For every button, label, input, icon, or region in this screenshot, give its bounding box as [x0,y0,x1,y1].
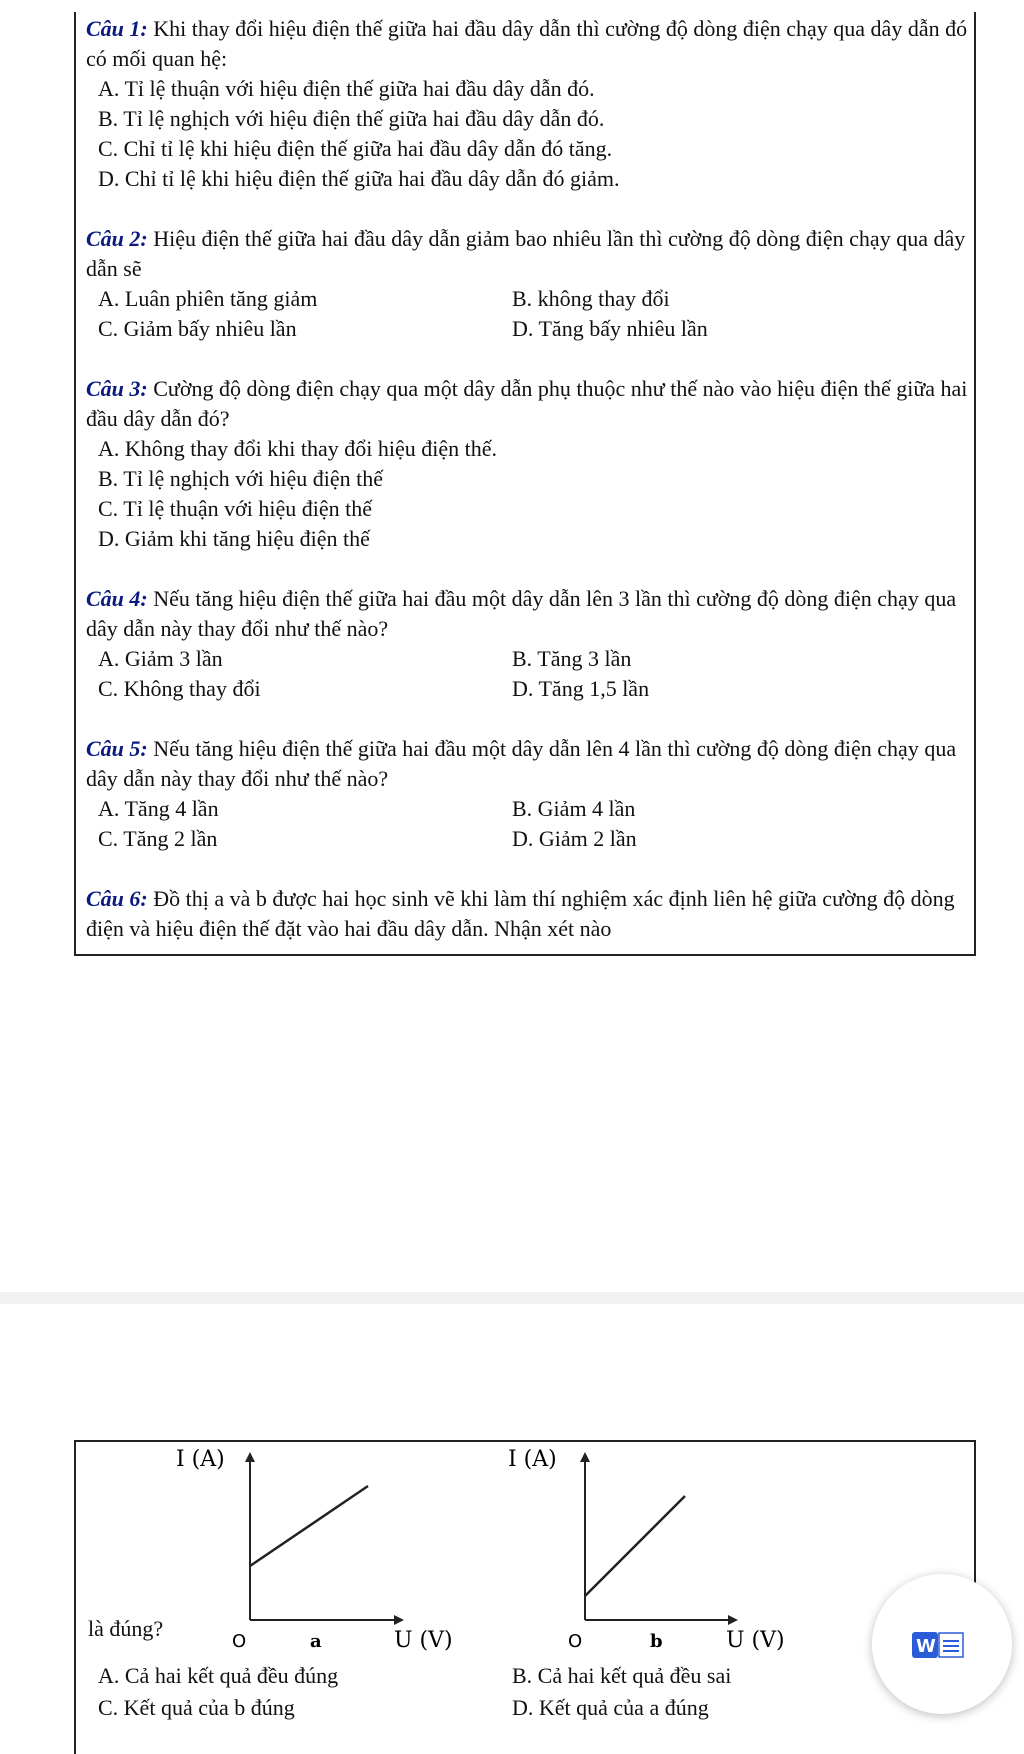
option[interactable]: C. Giảm bấy nhiêu lần [98,316,297,341]
graph-b-origin: O [568,1631,583,1652]
frame-top-border [74,1440,976,1442]
question-6-options [86,1660,970,1724]
option[interactable]: A. Cả hai kết quả đều đúng [98,1663,339,1688]
question-label: Câu 5: [86,736,148,761]
question-label: Câu 2: [86,226,148,251]
graph-a-name: a [310,1631,322,1652]
graph-a-ylabel: I (A) [176,1447,225,1472]
graphs [150,1447,810,1653]
option[interactable]: D. Giảm khi tăng hiệu điện thế [98,526,370,551]
option[interactable]: A. Luân phiên tăng giảm [98,286,318,311]
option[interactable]: B. Giảm 4 lần [512,796,636,821]
option[interactable]: A. Tăng 4 lần [98,796,219,821]
word-export-button[interactable] [872,1574,1012,1714]
option[interactable]: A. Tỉ lệ thuận với hiệu điện thế giữa hai đầu dây dẫn đó. [98,76,595,101]
page-separator [0,1292,1024,1304]
question-label: Câu 6: [86,886,148,911]
option[interactable]: C. Không thay đổi [98,676,261,701]
question-1 [86,14,970,194]
question-text: Cường độ dòng điện chạy qua một dây dẫn phụ thuộc như thế nào vào hiệu điện thế giữa hai đầu dây dẫn đó? [86,376,968,431]
frame-left-border [74,1440,76,1754]
option[interactable]: C. Tăng 2 lần [98,826,218,851]
question-3 [86,374,970,554]
option[interactable]: D. Giảm 2 lần [512,826,637,851]
question-label: Câu 4: [86,586,148,611]
option[interactable]: A. Không thay đổi khi thay đổi hiệu điện thế. [98,436,497,461]
option[interactable]: B. Tỉ lệ nghịch với hiệu điện thế giữa hai đầu dây dẫn đó. [98,106,605,131]
question-label: Câu 1: [86,16,148,41]
graph-b-name: b [650,1631,663,1652]
graph-a-xlabel: U (V) [394,1628,453,1653]
question-6-continuation: là đúng? [88,1616,164,1641]
option[interactable]: D. Kết quả của a đúng [512,1695,709,1720]
option[interactable]: D. Tăng 1,5 lần [512,676,650,701]
question-2 [86,224,970,344]
svg-text:W: W [916,1636,936,1657]
option[interactable]: B. Cả hai kết quả đều sai [512,1663,732,1688]
graph-b-line [585,1496,685,1596]
question-text: Đồ thị a và b được hai học sinh vẽ khi làm thí nghiệm xác định liên hệ giữa cường độ dòng điện và hiệu điện thế đặt vào hai đầu dây dẫn. Nhận xét nào [86,886,955,941]
option[interactable]: D. Tăng bấy nhiêu lần [512,316,708,341]
question-4 [86,584,970,704]
question-text: Hiệu điện thế giữa hai đầu dây dẫn giảm bao nhiêu lần thì cường độ dòng điện chạy qua dây dẫn sẽ [86,226,966,281]
question-list [86,14,970,944]
word-doc-icon [912,1632,972,1658]
option[interactable]: B. Tăng 3 lần [512,646,632,671]
question-5 [86,734,970,854]
graph-a-origin: O [232,1631,247,1652]
option[interactable]: C. Tỉ lệ thuận với hiệu điện thế [98,496,372,521]
question-label: Câu 3: [86,376,148,401]
graph-a-line [250,1486,368,1566]
option[interactable]: D. Chỉ tỉ lệ khi hiệu điện thế giữa hai đầu dây dẫn đó giảm. [98,166,620,191]
option[interactable]: A. Giảm 3 lần [98,646,223,671]
graph-b-ylabel: I (A) [508,1447,557,1472]
option[interactable]: B. không thay đổi [512,286,670,311]
question-6 [86,884,970,944]
question-text: Khi thay đổi hiệu điện thế giữa hai đầu dây dẫn thì cường độ dòng điện chạy qua dây dẫn đó có mối quan hệ: [86,16,968,71]
option[interactable]: C. Kết quả của b đúng [98,1695,295,1720]
question-text: Nếu tăng hiệu điện thế giữa hai đầu một dây dẫn lên 3 lần thì cường độ dòng điện chạy qua dây dẫn này thay đổi như thế nào? [86,586,957,641]
graph-b [508,1447,785,1653]
question-text: Nếu tăng hiệu điện thế giữa hai đầu một dây dẫn lên 4 lần thì cường độ dòng điện chạy qua dây dẫn này thay đổi như thế nào? [86,736,957,791]
graph-b-xlabel: U (V) [726,1628,785,1653]
option[interactable]: B. Tỉ lệ nghịch với hiệu điện thế [98,466,383,491]
option[interactable]: C. Chỉ tỉ lệ khi hiệu điện thế giữa hai đầu dây dẫn đó tăng. [98,136,613,161]
graph-a [176,1447,453,1653]
